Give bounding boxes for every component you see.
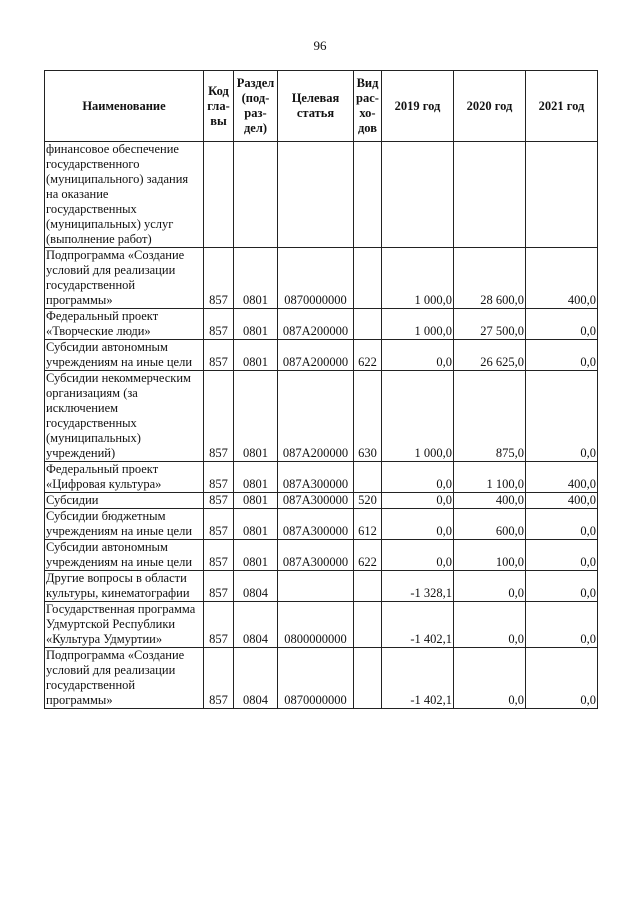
table-row — [45, 142, 598, 248]
cell-expense: 630 — [354, 371, 382, 462]
cell-y2019: -1 328,1 — [382, 571, 454, 602]
cell-chapter: 857 — [204, 309, 234, 340]
cell-name: Субсидии бюджетным учреждениям на иные цели — [45, 509, 204, 540]
cell-section — [234, 142, 278, 248]
cell-expense — [354, 142, 382, 248]
cell-y2020: 27 500,0 — [454, 309, 526, 340]
cell-name: Субсидии некоммерческим организациям (за исключением государственных (муниципальных) учреждений) — [45, 371, 204, 462]
cell-chapter: 857 — [204, 648, 234, 709]
cell-name: Субсидии автономным учреждениям на иные цели — [45, 340, 204, 371]
header-name: Наименование — [45, 71, 204, 142]
cell-y2019: 0,0 — [382, 493, 454, 509]
header-expense: Вид рас- хо- дов — [354, 71, 382, 142]
cell-target — [278, 571, 354, 602]
cell-expense — [354, 602, 382, 648]
cell-y2021: 0,0 — [526, 371, 598, 462]
cell-y2019 — [382, 142, 454, 248]
cell-y2020: 28 600,0 — [454, 248, 526, 309]
table-row — [45, 509, 598, 540]
cell-section: 0801 — [234, 462, 278, 493]
cell-y2019: -1 402,1 — [382, 648, 454, 709]
header-2019: 2019 год — [382, 71, 454, 142]
cell-y2020 — [454, 142, 526, 248]
cell-y2020: 400,0 — [454, 493, 526, 509]
page-number: 96 — [313, 38, 327, 53]
table-row — [45, 493, 598, 509]
cell-y2021: 0,0 — [526, 509, 598, 540]
header-chapter: Код гла- вы — [204, 71, 234, 142]
cell-chapter: 857 — [204, 571, 234, 602]
cell-name: финансовое обеспечение государственного (муниципального) задания на оказание государственных (муниципальных) услуг (выполнение работ) — [45, 142, 204, 248]
table-row — [45, 540, 598, 571]
cell-expense: 622 — [354, 540, 382, 571]
cell-name: Субсидии автономным учреждениям на иные цели — [45, 540, 204, 571]
cell-section: 0801 — [234, 371, 278, 462]
cell-y2020: 1 100,0 — [454, 462, 526, 493]
header-2020: 2020 год — [454, 71, 526, 142]
cell-y2019: 1 000,0 — [382, 248, 454, 309]
table-row — [45, 602, 598, 648]
table-row — [45, 648, 598, 709]
cell-section: 0804 — [234, 602, 278, 648]
cell-target: 0870000000 — [278, 248, 354, 309]
cell-expense: 622 — [354, 340, 382, 371]
cell-target: 087А200000 — [278, 340, 354, 371]
cell-expense — [354, 248, 382, 309]
cell-name: Федеральный проект «Цифровая культура» — [45, 462, 204, 493]
cell-section: 0804 — [234, 648, 278, 709]
table-row — [45, 462, 598, 493]
cell-y2021: 0,0 — [526, 309, 598, 340]
cell-chapter: 857 — [204, 248, 234, 309]
cell-target: 087А300000 — [278, 462, 354, 493]
cell-name: Федеральный проект «Творческие люди» — [45, 309, 204, 340]
cell-expense — [354, 648, 382, 709]
cell-y2021: 400,0 — [526, 462, 598, 493]
cell-target: 087А300000 — [278, 540, 354, 571]
cell-name: Другие вопросы в области культуры, кинематографии — [45, 571, 204, 602]
cell-y2020: 0,0 — [454, 571, 526, 602]
cell-y2021: 0,0 — [526, 602, 598, 648]
table-row — [45, 340, 598, 371]
cell-chapter: 857 — [204, 462, 234, 493]
cell-target: 087А300000 — [278, 509, 354, 540]
cell-y2020: 0,0 — [454, 602, 526, 648]
cell-y2019: 0,0 — [382, 462, 454, 493]
cell-section: 0801 — [234, 540, 278, 571]
cell-target: 0800000000 — [278, 602, 354, 648]
cell-y2021: 0,0 — [526, 648, 598, 709]
cell-name: Государственная программа Удмуртской Республики «Культура Удмуртии» — [45, 602, 204, 648]
cell-y2019: -1 402,1 — [382, 602, 454, 648]
cell-expense — [354, 462, 382, 493]
cell-target: 087А200000 — [278, 371, 354, 462]
cell-section: 0801 — [234, 248, 278, 309]
cell-y2021: 0,0 — [526, 340, 598, 371]
cell-expense: 520 — [354, 493, 382, 509]
cell-chapter: 857 — [204, 340, 234, 371]
table-row — [45, 371, 598, 462]
cell-y2020: 875,0 — [454, 371, 526, 462]
cell-chapter — [204, 142, 234, 248]
cell-name: Подпрограмма «Создание условий для реализации государственной программы» — [45, 248, 204, 309]
cell-y2020: 600,0 — [454, 509, 526, 540]
cell-target: 087А300000 — [278, 493, 354, 509]
cell-y2021 — [526, 142, 598, 248]
cell-expense: 612 — [354, 509, 382, 540]
cell-y2021: 0,0 — [526, 540, 598, 571]
table-header-row — [45, 71, 598, 142]
header-target: Целевая статья — [278, 71, 354, 142]
cell-y2019: 0,0 — [382, 540, 454, 571]
cell-section: 0801 — [234, 509, 278, 540]
cell-y2020: 0,0 — [454, 648, 526, 709]
header-section: Раздел (под- раз- дел) — [234, 71, 278, 142]
cell-chapter: 857 — [204, 509, 234, 540]
cell-expense — [354, 571, 382, 602]
cell-chapter: 857 — [204, 602, 234, 648]
cell-section: 0801 — [234, 309, 278, 340]
cell-chapter: 857 — [204, 540, 234, 571]
cell-section: 0801 — [234, 493, 278, 509]
cell-target — [278, 142, 354, 248]
cell-y2019: 1 000,0 — [382, 371, 454, 462]
table-row — [45, 309, 598, 340]
cell-y2020: 26 625,0 — [454, 340, 526, 371]
table-row — [45, 571, 598, 602]
cell-y2021: 400,0 — [526, 248, 598, 309]
header-2021: 2021 год — [526, 71, 598, 142]
cell-target: 0870000000 — [278, 648, 354, 709]
cell-y2020: 100,0 — [454, 540, 526, 571]
cell-section: 0801 — [234, 340, 278, 371]
cell-target: 087А200000 — [278, 309, 354, 340]
cell-y2019: 1 000,0 — [382, 309, 454, 340]
cell-y2019: 0,0 — [382, 509, 454, 540]
cell-section: 0804 — [234, 571, 278, 602]
table-row — [45, 248, 598, 309]
budget-table — [44, 70, 598, 709]
cell-expense — [354, 309, 382, 340]
cell-chapter: 857 — [204, 493, 234, 509]
cell-y2021: 400,0 — [526, 493, 598, 509]
cell-chapter: 857 — [204, 371, 234, 462]
cell-y2021: 0,0 — [526, 571, 598, 602]
cell-name: Субсидии — [45, 493, 204, 509]
cell-y2019: 0,0 — [382, 340, 454, 371]
cell-name: Подпрограмма «Создание условий для реализации государственной программы» — [45, 648, 204, 709]
